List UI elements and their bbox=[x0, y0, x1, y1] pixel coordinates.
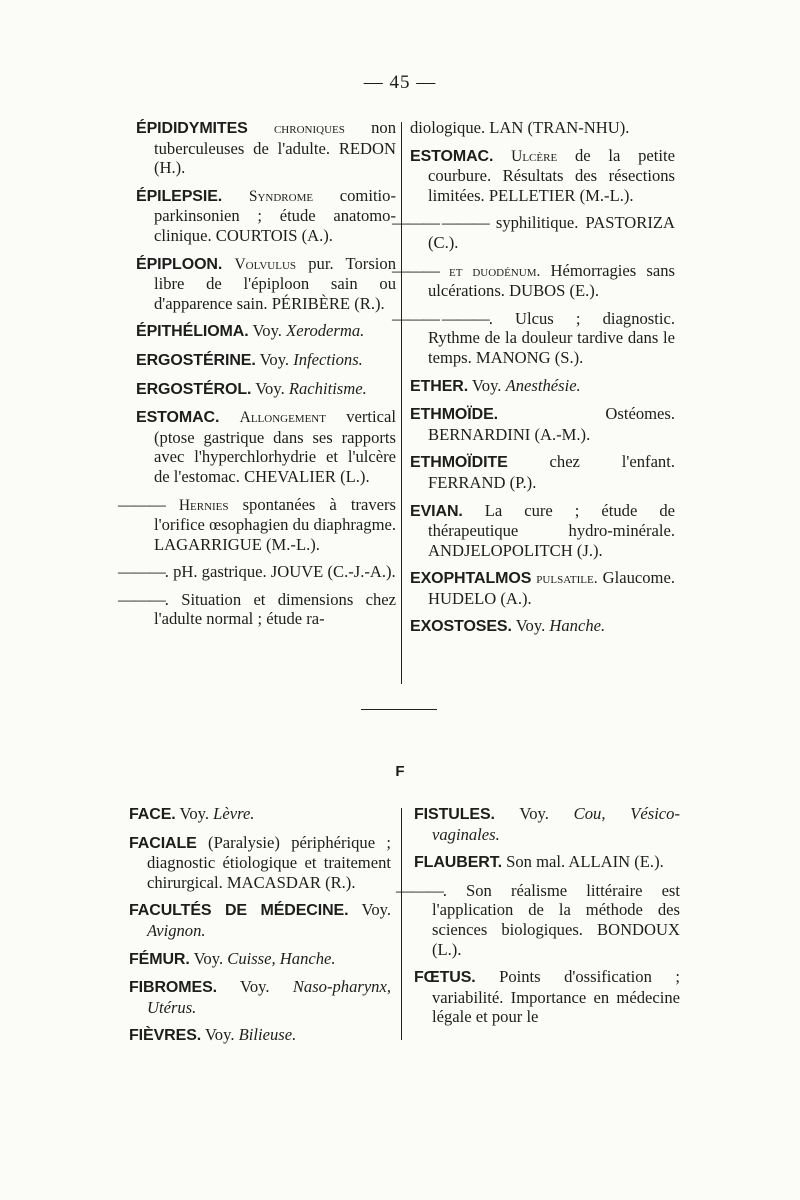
index-entry bbox=[129, 900, 391, 940]
entry-reference: Xeroderma. bbox=[286, 321, 365, 341]
index-column-2 bbox=[392, 118, 675, 645]
index-entry bbox=[118, 562, 396, 582]
section-letter: F bbox=[395, 763, 405, 780]
index-entry bbox=[129, 1025, 391, 1046]
entry-subheading: Allongement bbox=[239, 409, 326, 427]
entry-dash: ——— ——— bbox=[392, 308, 489, 328]
entry-subheading: Syndrome bbox=[248, 187, 314, 205]
index-entry bbox=[392, 260, 675, 301]
entry-see-also: Voy. bbox=[248, 321, 287, 341]
entry-headword: ETHMOÏDE. bbox=[410, 406, 498, 424]
index-entry bbox=[392, 213, 675, 252]
index-entry bbox=[136, 186, 396, 246]
column-divider bbox=[401, 122, 402, 684]
index-entry bbox=[129, 833, 391, 893]
entry-headword: FACE. bbox=[129, 806, 176, 823]
entry-text: . Son réalisme littéraire est l'application de la méthode des sciences biologiques. BONDOUX (L.). bbox=[432, 880, 680, 959]
entry-text: syphilitique. PASTORIZA (C.). bbox=[428, 213, 675, 252]
index-entry bbox=[118, 494, 396, 555]
index-entry bbox=[414, 804, 680, 844]
index-entry bbox=[129, 977, 391, 1017]
entry-headword: EXOSTOSES. bbox=[410, 618, 512, 636]
index-entry bbox=[136, 407, 396, 486]
entry-text: . Situation et dimensions chez l'adulte normal ; étude ra- bbox=[154, 589, 396, 629]
index-column-3 bbox=[129, 804, 391, 1054]
entry-text: Hémorragies sans ulcérations. DUBOS (E.). bbox=[428, 260, 675, 301]
entry-headword: FACULTÉS DE MÉDECINE. bbox=[129, 902, 349, 920]
index-entry bbox=[136, 118, 396, 178]
entry-text: non tuberculeuses de l'adulte. REDON (H.). bbox=[154, 118, 396, 178]
entry-headword: FISTULES. bbox=[414, 806, 495, 823]
index-entry bbox=[129, 804, 391, 825]
entry-text: Ostéomes. BERNARDINI (A.-M.). bbox=[428, 404, 675, 444]
entry-text: vertical (ptose gastrique dans ses rapports avec l'hyperchlorhydrie et l'ulcère de l'estomac. CHEVALIER (L.). bbox=[154, 407, 396, 486]
entry-text: pur. Torsion libre de l'épiploon sain ou d'apparence sain. PÉRIBÈRE (R.). bbox=[154, 253, 396, 313]
entry-text: de la petite courbure. Résultats des résections limitées. PELLETIER (M.-L.). bbox=[428, 145, 675, 205]
entry-subheading: pulsatile. bbox=[536, 570, 598, 588]
entry-dash: ——— bbox=[392, 260, 439, 280]
entry-text: . Ulcus ; diagnostic. Rythme de la douleur tardive dans le temps. MANONG (S.). bbox=[428, 308, 675, 367]
index-entry bbox=[392, 308, 675, 368]
entry-subheading: chroniques bbox=[273, 120, 345, 137]
index-entry bbox=[129, 949, 391, 970]
entry-headword: ÉPILEPSIE. bbox=[136, 187, 223, 205]
index-entry bbox=[410, 118, 675, 138]
entry-see-also: Voy. bbox=[511, 616, 550, 636]
entry-headword: FACIALE bbox=[129, 834, 197, 852]
entry-reference: Naso-pharynx, Utérus. bbox=[147, 977, 391, 1017]
index-entry bbox=[414, 852, 680, 873]
entry-dash: ——— ——— bbox=[392, 213, 489, 233]
entry-reference: Infections. bbox=[293, 349, 363, 369]
index-entry bbox=[410, 146, 675, 206]
entry-reference: Cuisse, Hanche. bbox=[227, 948, 336, 968]
index-entry bbox=[410, 568, 675, 608]
entry-subheading: et duodénum. bbox=[448, 262, 541, 280]
entry-see-also: Voy. bbox=[348, 900, 391, 920]
entry-headword: FLAUBERT. bbox=[414, 854, 502, 872]
entry-dash: ——— bbox=[118, 589, 165, 609]
index-entry bbox=[410, 501, 675, 561]
entry-headword: ÉPITHÉLIOMA. bbox=[136, 323, 249, 341]
index-entry bbox=[136, 321, 396, 342]
index-entry bbox=[414, 967, 680, 1027]
entry-text: (Paralysie) périphérique ; diagnostic étiologique et traitement chirurgical. MACASDAR (R.). bbox=[147, 832, 391, 892]
entry-see-also: Voy. bbox=[468, 375, 506, 395]
entry-headword: ETHMOÏDITE bbox=[410, 454, 508, 472]
entry-headword: FÉMUR. bbox=[129, 950, 190, 968]
index-column-4 bbox=[396, 804, 680, 1035]
index-entry bbox=[136, 254, 396, 314]
section-separator-rule bbox=[361, 709, 437, 710]
entry-reference: Lèvre. bbox=[213, 804, 255, 823]
entry-dash: ——— bbox=[118, 494, 165, 514]
entry-text: Son mal. ALLAIN (E.). bbox=[501, 852, 664, 872]
entry-subheading: Volvulus bbox=[234, 255, 296, 273]
entry-reference: Bilieuse. bbox=[238, 1025, 297, 1045]
entry-text: diologique. LAN (TRAN-NHU). bbox=[410, 118, 630, 137]
entry-headword: ERGOSTÉRINE. bbox=[136, 351, 256, 369]
entry-text: . pH. gastrique. JOUVE (C.-J.-A.). bbox=[164, 562, 396, 582]
entry-see-also: Voy. bbox=[217, 977, 293, 997]
entry-reference: Anesthésie. bbox=[505, 375, 581, 395]
index-entry bbox=[136, 379, 396, 400]
entry-headword: FŒTUS. bbox=[414, 969, 476, 987]
index-entry bbox=[118, 589, 396, 629]
entry-reference: Cou, Vésico-vaginales. bbox=[432, 804, 680, 844]
entry-headword: ETHER. bbox=[410, 377, 469, 395]
index-entry bbox=[410, 404, 675, 444]
entry-reference: Hanche. bbox=[549, 616, 606, 636]
column-divider bbox=[401, 808, 402, 1040]
entry-subheading: Ulcère bbox=[511, 147, 558, 165]
entry-headword: ESTOMAC. bbox=[136, 409, 220, 427]
entry-text: comitio-parkinsonien ; étude anatomo-clinique. COURTOIS (A.). bbox=[154, 185, 396, 245]
entry-headword: ÉPIPLOON. bbox=[136, 255, 223, 273]
entry-headword: EVIAN. bbox=[410, 502, 463, 520]
index-entry bbox=[136, 350, 396, 371]
entry-dash: ——— bbox=[118, 562, 165, 582]
entry-see-also: Voy. bbox=[189, 948, 228, 968]
entry-headword: FIBROMES. bbox=[129, 979, 217, 997]
entry-dash: ——— bbox=[396, 880, 443, 900]
entry-headword: EXOPHTALMOS bbox=[410, 570, 532, 588]
entry-subheading: Hernies bbox=[178, 496, 229, 514]
entry-see-also: Voy. bbox=[255, 349, 294, 369]
entry-text: La cure ; étude de thérapeutique hydro-minérale. ANDJELOPOLITCH (J.). bbox=[428, 500, 675, 560]
entry-text: chez l'enfant. FERRAND (P.). bbox=[428, 452, 675, 492]
entry-text: spontanées à travers l'orifice œsophagien du diaphragme. LAGARRIGUE (M.-L.). bbox=[154, 494, 396, 554]
entry-text: Points d'ossification ; variabilité. Importance en médecine légale et pour le bbox=[432, 967, 680, 1027]
entry-headword: ESTOMAC. bbox=[410, 147, 494, 165]
entry-see-also: Voy. bbox=[494, 804, 574, 823]
page-number: — 45 — bbox=[363, 72, 437, 93]
entry-see-also: Voy. bbox=[201, 1025, 239, 1045]
index-entry bbox=[410, 616, 675, 637]
entry-see-also: Voy. bbox=[175, 804, 214, 823]
entry-text: Glaucome. HUDELO (A.). bbox=[428, 568, 675, 608]
entry-headword: FIÈVRES. bbox=[129, 1027, 202, 1045]
entry-see-also: Voy. bbox=[251, 378, 289, 398]
entry-headword: ÉPIDIDYMITES bbox=[136, 120, 248, 137]
index-entry bbox=[410, 376, 675, 397]
index-column-1 bbox=[118, 118, 396, 637]
entry-headword: ERGOSTÉROL. bbox=[136, 380, 252, 398]
entry-reference: Rachitisme. bbox=[288, 378, 367, 398]
index-entry bbox=[396, 880, 680, 959]
entry-reference: Avignon. bbox=[147, 920, 206, 940]
index-entry bbox=[410, 452, 675, 492]
